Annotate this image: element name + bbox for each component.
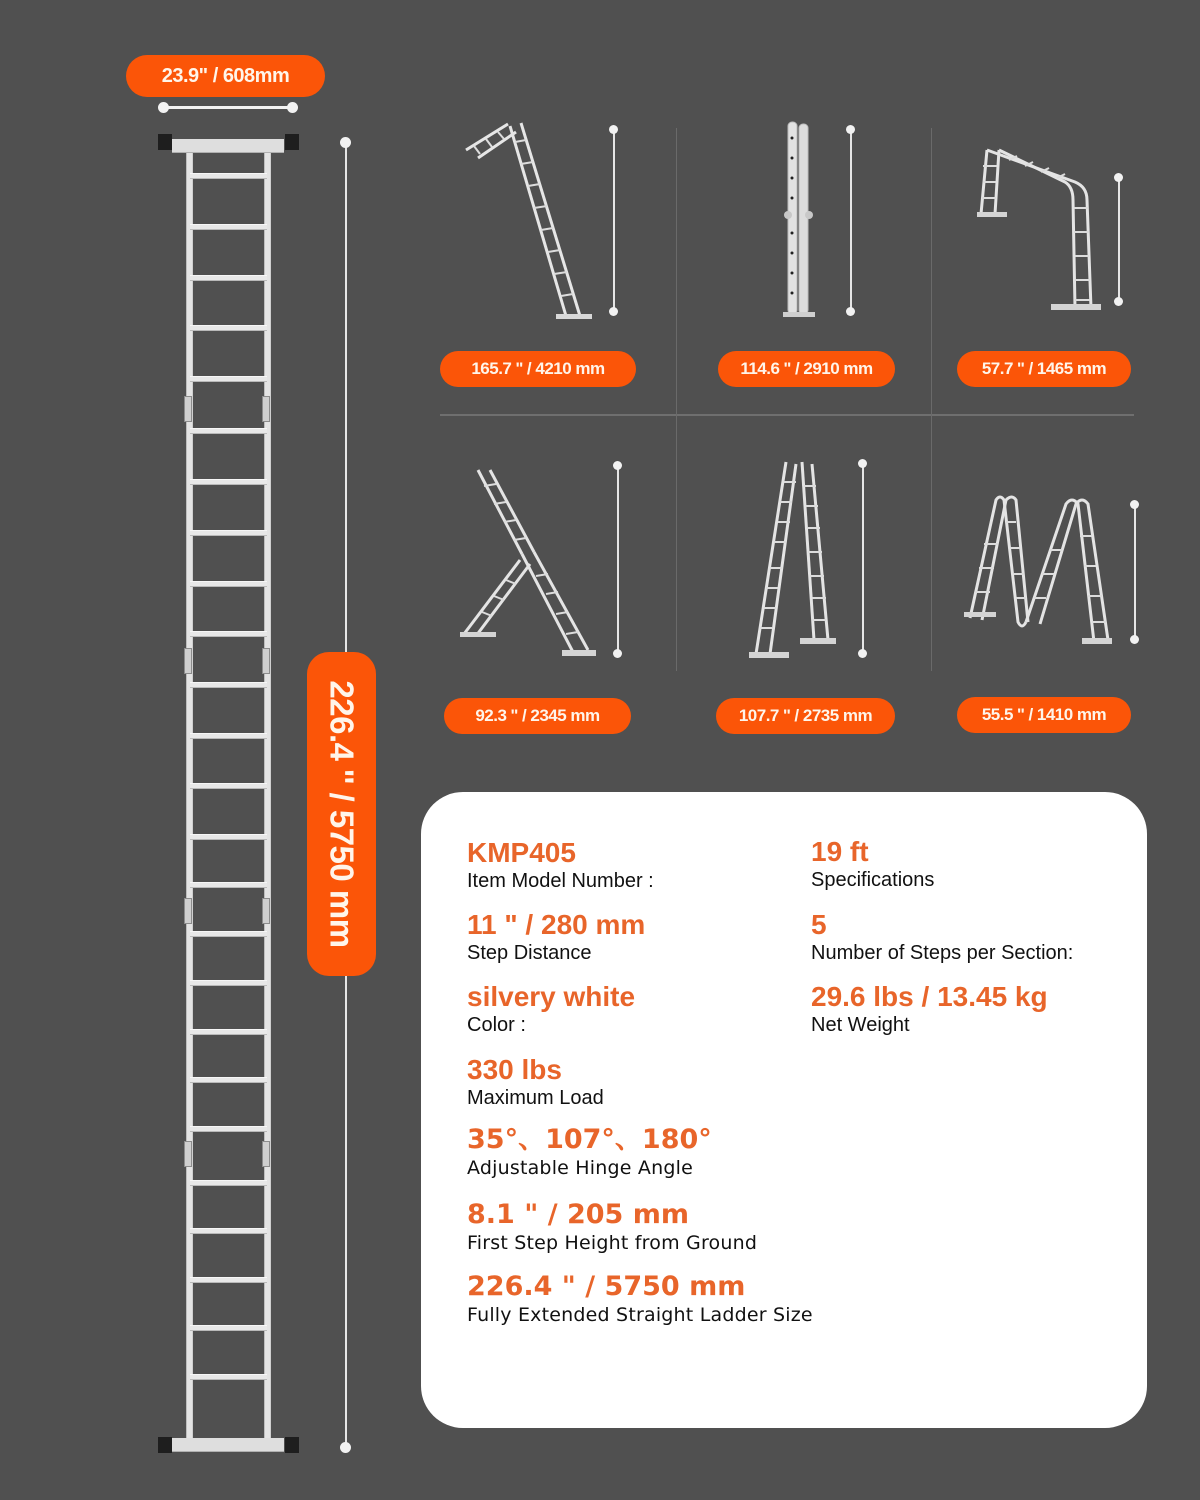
config-height-badge: 114.6 '' / 2910 mm: [718, 351, 895, 387]
config-height-badge: 92.3 '' / 2345 mm: [444, 698, 631, 734]
config-height-line: [1134, 505, 1136, 639]
spec-hinge-angle: 35°、107°、180° Adjustable Hinge Angle: [467, 1124, 712, 1179]
ladder-rung: [190, 1180, 267, 1186]
config-height-line: [617, 466, 619, 652]
ladder-rung: [190, 581, 267, 587]
config-height-endpoint: [1114, 173, 1123, 182]
height-dimension-endpoint: [340, 1442, 351, 1453]
ladder-rung: [190, 682, 267, 688]
height-dimension-endpoint: [340, 137, 351, 148]
ladder-rung: [190, 428, 267, 434]
width-dimension-endpoint: [287, 102, 298, 113]
ladder-lean-icon: [458, 464, 598, 664]
ladder-rung: [190, 1374, 267, 1380]
spec-first-step-height: 8.1 " / 205 mm First Step Height from Ground: [467, 1199, 758, 1254]
config-height-badge: 55.5 '' / 1410 mm: [957, 697, 1131, 733]
ladder-rung: [190, 980, 267, 986]
ladder-top-bar: [172, 139, 284, 153]
config-height-badge: 165.7 '' / 4210 mm: [440, 351, 636, 387]
ladder-hinge: [184, 396, 192, 422]
ladder-rung: [190, 1029, 267, 1035]
config-height-endpoint: [613, 461, 622, 470]
ladder-end-cap: [285, 134, 299, 150]
ladder-rung: [190, 931, 267, 937]
config-height-endpoint: [1114, 297, 1123, 306]
ladder-a-frame-icon: [746, 456, 836, 666]
spec-model-number: KMP405 Item Model Number :: [467, 837, 654, 892]
width-dimension-badge: 23.9" / 608mm: [126, 55, 325, 97]
config-height-endpoint: [1130, 500, 1139, 509]
ladder-rung: [190, 325, 267, 331]
ladder-rung: [190, 275, 267, 281]
ladder-rail-right: [264, 152, 271, 1438]
ladder-rung: [190, 530, 267, 536]
ladder-hinge: [262, 396, 270, 422]
width-dimension-endpoint: [158, 102, 169, 113]
spec-maximum-load: 330 lbs Maximum Load: [467, 1054, 604, 1109]
ladder-rung: [190, 1077, 267, 1083]
ladder-rung: [190, 882, 267, 888]
ladder-rung: [190, 173, 267, 179]
ladder-rung: [190, 783, 267, 789]
ladder-foot: [158, 1437, 172, 1453]
spec-net-weight: 29.6 lbs / 13.45 kg Net Weight: [811, 981, 1048, 1036]
ladder-rung: [190, 834, 267, 840]
spec-step-distance: 11 " / 280 mm Step Distance: [467, 909, 646, 964]
ladder-rail-left: [186, 152, 193, 1438]
config-height-endpoint: [858, 459, 867, 468]
ladder-rung: [190, 224, 267, 230]
ladder-rung: [190, 631, 267, 637]
ladder-hinge: [184, 648, 192, 674]
ladder-end-cap: [158, 134, 172, 150]
config-height-line: [850, 130, 852, 312]
config-height-line: [1118, 178, 1120, 302]
grid-divider: [676, 128, 677, 671]
config-height-endpoint: [846, 125, 855, 134]
config-height-endpoint: [609, 125, 618, 134]
ladder-hinge: [184, 898, 192, 924]
width-dimension-line: [162, 106, 294, 109]
ladder-rung: [190, 376, 267, 382]
specifications-card: [421, 792, 1147, 1428]
ladder-rung: [190, 1277, 267, 1283]
grid-divider: [931, 128, 932, 671]
ladder-foot: [285, 1437, 299, 1453]
config-height-line: [862, 464, 864, 654]
spec-color: silvery white Color :: [467, 981, 636, 1036]
ladder-m-frame-icon: [962, 492, 1122, 652]
ladder-rung: [190, 1325, 267, 1331]
spec-extended-size: 226.4 " / 5750 mm Fully Extended Straight Ladder Size: [467, 1271, 813, 1326]
config-height-badge: 107.7 '' / 2735 mm: [716, 698, 895, 734]
config-height-endpoint: [1130, 635, 1139, 644]
ladder-rung: [190, 1126, 267, 1132]
spec-steps-per-section: 5 Number of Steps per Section:: [811, 909, 1074, 964]
config-height-endpoint: [609, 307, 618, 316]
ladder-straight-folded-icon: [780, 118, 820, 318]
ladder-hinge: [184, 1141, 192, 1167]
ladder-rung: [190, 733, 267, 739]
config-height-endpoint: [846, 307, 855, 316]
config-height-endpoint: [613, 649, 622, 658]
ladder-rung: [190, 1228, 267, 1234]
ladder-hinge: [262, 648, 270, 674]
height-dimension-badge: [307, 652, 376, 976]
ladder-scaffold-icon: [975, 142, 1105, 312]
height-dimension-text: 226.4 '' / 5750 mm: [323, 680, 361, 948]
config-height-endpoint: [858, 649, 867, 658]
ladder-rung: [190, 479, 267, 485]
ladder-hinge: [262, 1141, 270, 1167]
config-height-line: [613, 130, 615, 312]
ladder-hinge: [262, 898, 270, 924]
config-height-badge: 57.7 '' / 1465 mm: [957, 351, 1131, 387]
grid-divider: [440, 414, 1134, 416]
ladder-bottom-bar: [172, 1438, 284, 1452]
spec-size-feet: 19 ft Specifications: [811, 836, 935, 891]
